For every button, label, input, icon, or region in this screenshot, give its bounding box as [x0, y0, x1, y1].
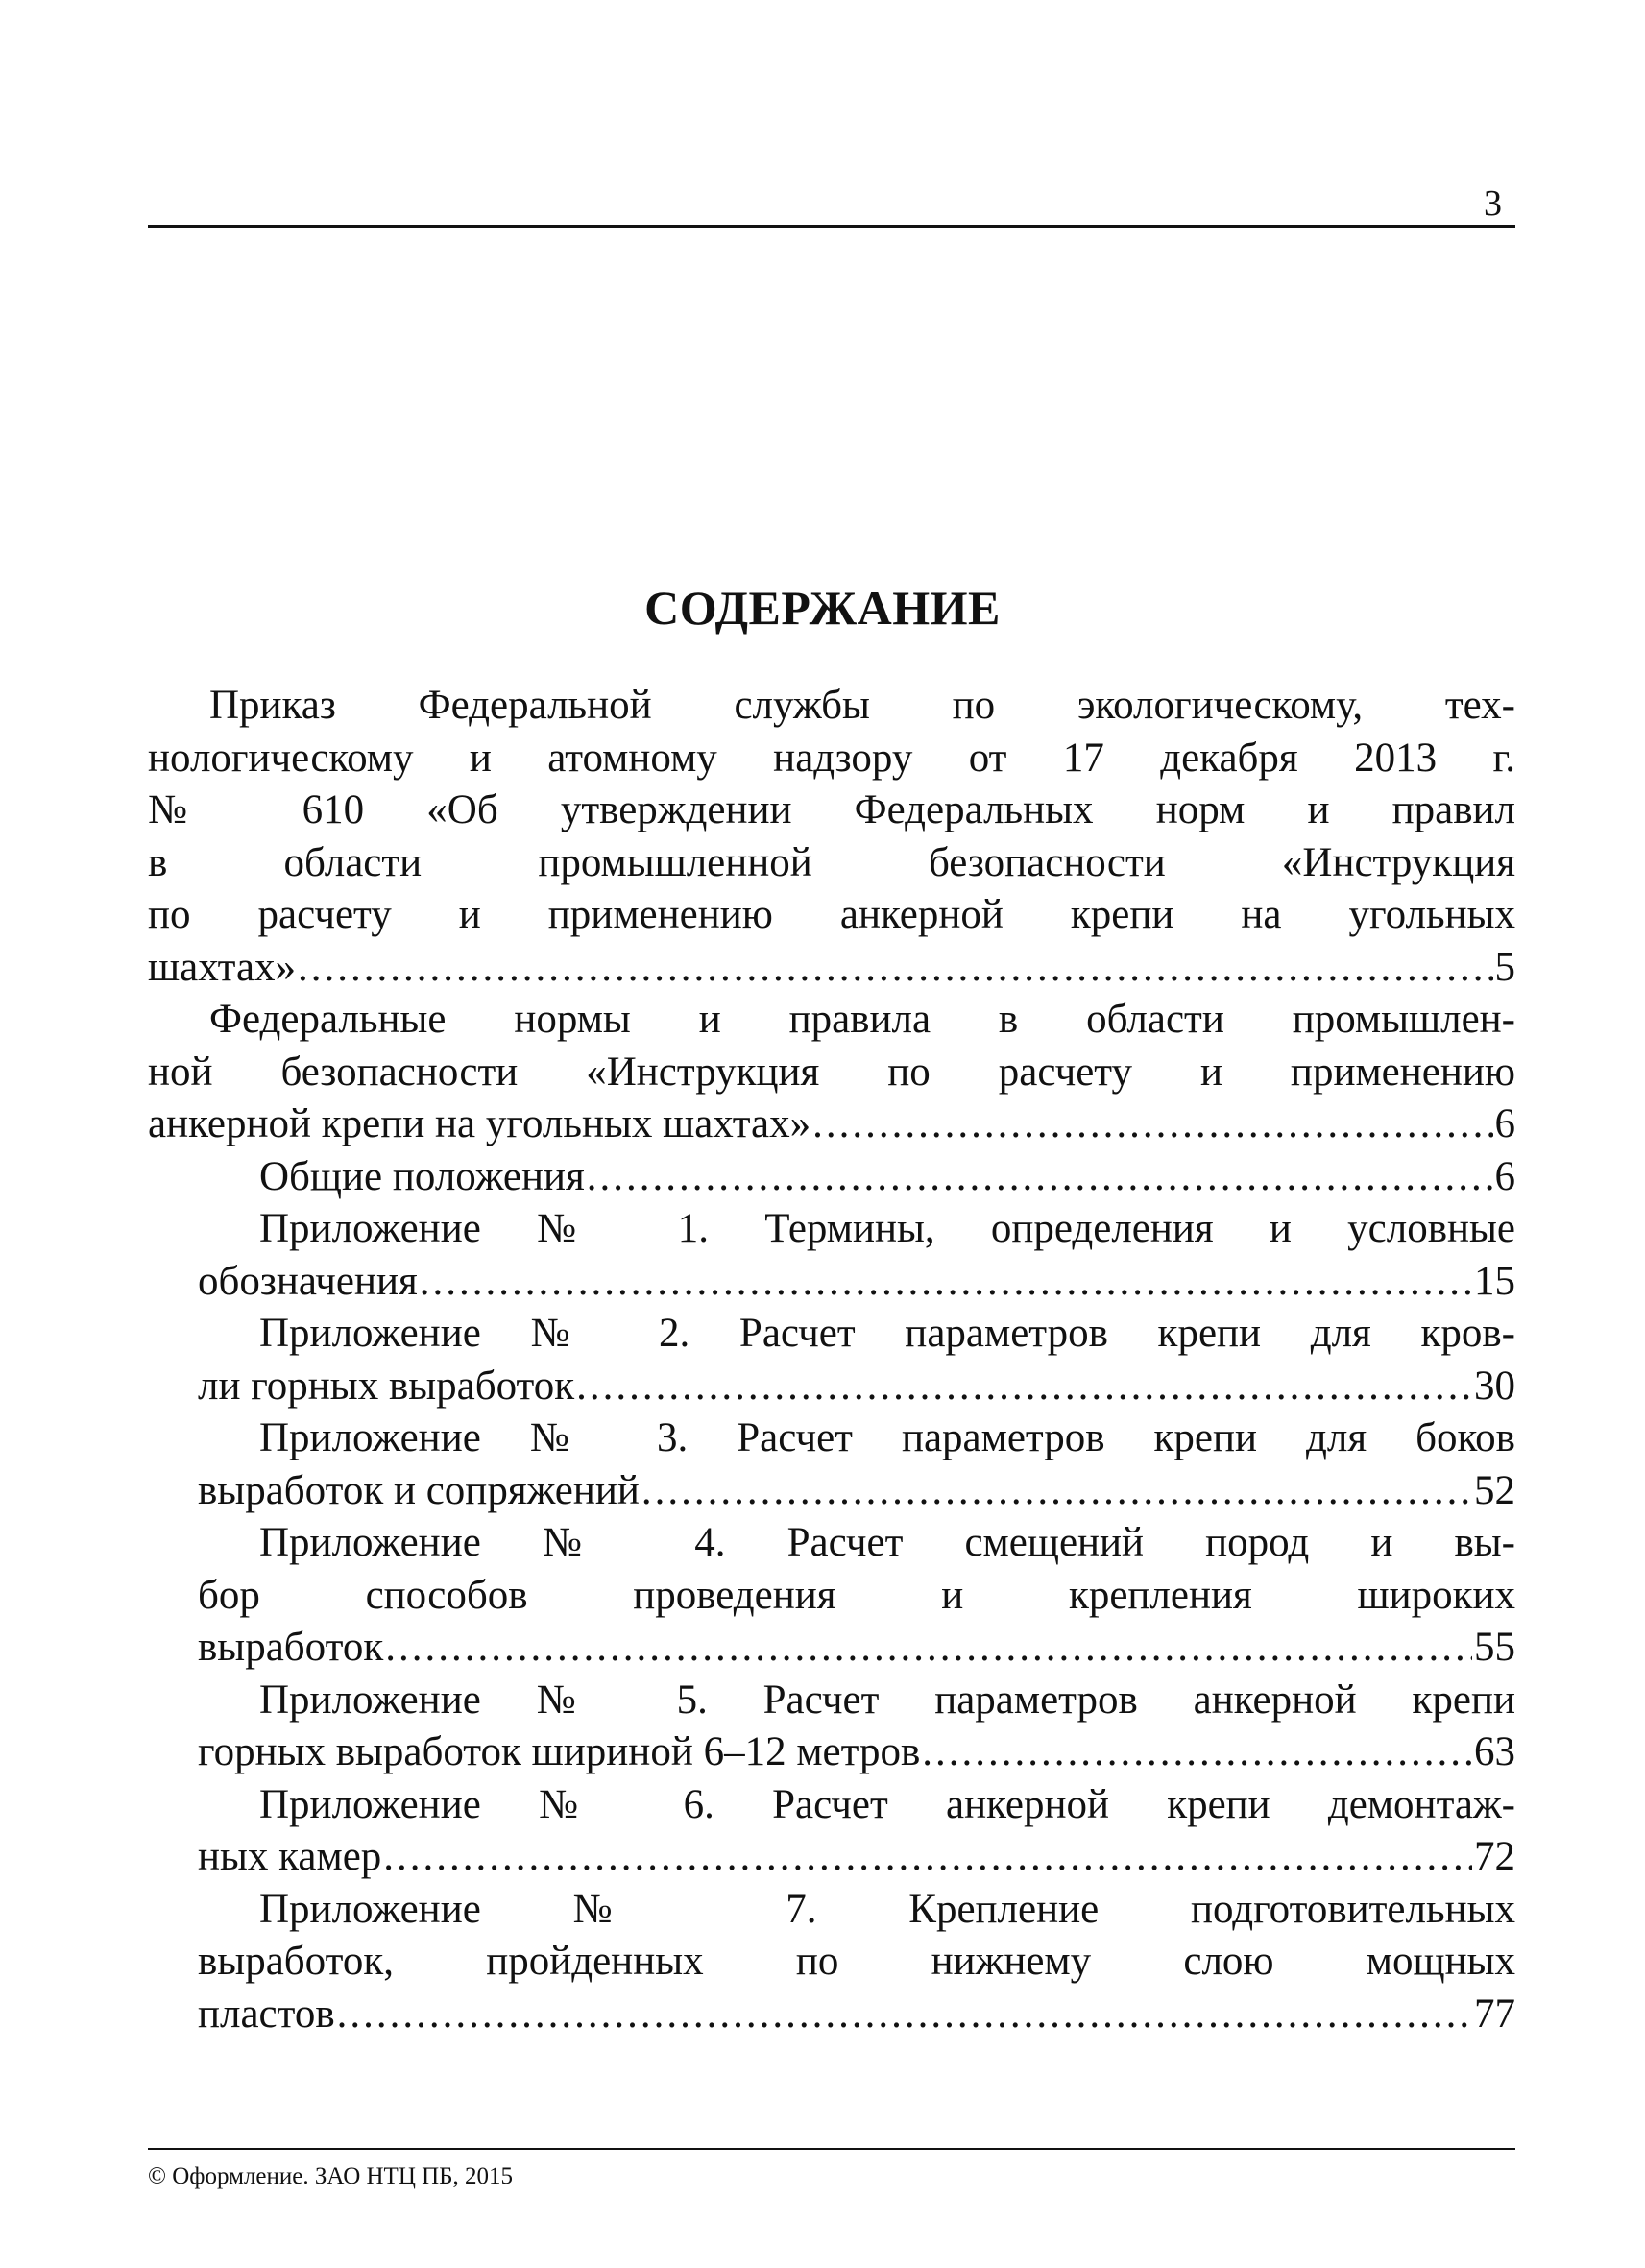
toc-page-number: 72 [1474, 1834, 1515, 1879]
toc-entry-last-line [198, 1361, 1515, 1413]
toc-page-number: 77 [1474, 1991, 1515, 2037]
toc-entry-line: Общие положения [259, 1153, 585, 1199]
table-of-contents [148, 680, 1515, 2040]
dot-leader [576, 1361, 1472, 1413]
toc-entry-line: № 610 «Об утверждении Федеральных норм и правил [148, 787, 1515, 832]
dot-leader [812, 1098, 1492, 1151]
toc-entry-last-line [198, 1989, 1515, 2041]
toc-entry-line: Приложение № 7. Крепление подготовительных [259, 1886, 1515, 1932]
toc-entry-line: Приложение № 6. Расчет анкерной крепи демонтаж- [259, 1781, 1515, 1827]
dot-leader [922, 1726, 1472, 1779]
toc-entry-line: обозначения [198, 1258, 418, 1304]
toc-entry[interactable] [148, 1151, 1515, 1204]
toc-entry[interactable] [148, 994, 1515, 1151]
toc-page-number: 15 [1474, 1258, 1515, 1304]
toc-entry-line: выработок, пройденных по нижнему слою мощных [198, 1939, 1515, 1984]
toc-entry-line: ли горных выработок [198, 1363, 575, 1409]
toc-entry-line: Федеральные нормы и правила в области промышлен- [209, 997, 1515, 1042]
toc-entry[interactable] [148, 680, 1515, 994]
toc-entry-line: пластов [198, 1991, 335, 2037]
toc-entry[interactable] [148, 1675, 1515, 1779]
page-title: СОДЕРЖАНИЕ [644, 581, 1001, 635]
toc-entry-line: анкерной крепи на угольных шахтах» [148, 1101, 811, 1146]
toc-entry-line: ных камер [198, 1834, 382, 1879]
toc-entry-line: ной безопасности «Инструкция по расчету и применению [148, 1049, 1515, 1095]
toc-entry[interactable] [148, 1308, 1515, 1412]
toc-entry-last-line [198, 1726, 1515, 1779]
toc-entry-last-line [148, 942, 1515, 995]
toc-entry-line: Приложение № 5. Расчет параметров анкерной крепи [259, 1677, 1515, 1723]
toc-page-number: 5 [1494, 944, 1515, 990]
toc-entry-last-line [198, 1622, 1515, 1675]
toc-page-number: 63 [1474, 1729, 1515, 1774]
toc-entry-line: Приложение № 1. Термины, определения и условные [259, 1206, 1515, 1251]
toc-page-number: 30 [1474, 1363, 1515, 1409]
dot-leader [337, 1989, 1472, 2041]
page-number: 3 [1484, 183, 1502, 224]
toc-page-number: 6 [1494, 1153, 1515, 1199]
toc-entry-line: выработок [198, 1625, 384, 1670]
dot-leader [587, 1151, 1493, 1204]
toc-entry-line: Приказ Федеральной службы по экологическому, тех- [209, 683, 1515, 728]
toc-entry-line: по расчету и применению анкерной крепи на угольных [148, 892, 1515, 937]
toc-entry-line: в области промышленной безопасности «Инструкция [148, 839, 1515, 885]
toc-entry-line: бор способов проведения и крепления широких [198, 1572, 1515, 1618]
toc-entry[interactable] [148, 1517, 1515, 1675]
toc-entry-last-line [198, 1465, 1515, 1518]
toc-entry[interactable] [148, 1884, 1515, 2041]
toc-entry-last-line [198, 1256, 1515, 1309]
dot-leader [420, 1256, 1472, 1309]
toc-entry-line: Приложение № 2. Расчет параметров крепи для кров- [259, 1311, 1515, 1356]
toc-entry-last-line [198, 1151, 1515, 1204]
header-rule [148, 225, 1515, 228]
toc-entry-line: горных выработок шириной 6–12 метров [198, 1729, 921, 1774]
toc-page-number: 55 [1474, 1625, 1515, 1670]
footer-rule [148, 2148, 1515, 2150]
toc-entry-last-line [198, 1831, 1515, 1884]
dot-leader [385, 1622, 1472, 1675]
toc-entry-line: выработок и сопряжений [198, 1467, 640, 1513]
toc-entry[interactable] [148, 1412, 1515, 1517]
toc-entry-line: Приложение № 4. Расчет смещений пород и вы- [259, 1520, 1515, 1565]
toc-entry-line: шахтах» [148, 944, 297, 990]
toc-entry-line: нологическому и атомному надзору от 17 декабря 2013 г. [148, 735, 1515, 781]
dot-leader [383, 1831, 1472, 1884]
footer-copyright: © Оформление. ЗАО НТЦ ПБ, 2015 [148, 2163, 514, 2189]
toc-entry-last-line [148, 1098, 1515, 1151]
dot-leader [641, 1465, 1472, 1518]
toc-entry-line: Приложение № 3. Расчет параметров крепи для боков [259, 1415, 1515, 1460]
dot-leader [298, 942, 1492, 995]
toc-entry[interactable] [148, 1779, 1515, 1884]
toc-entry[interactable] [148, 1203, 1515, 1308]
toc-page-number: 52 [1474, 1467, 1515, 1513]
toc-page-number: 6 [1494, 1101, 1515, 1146]
